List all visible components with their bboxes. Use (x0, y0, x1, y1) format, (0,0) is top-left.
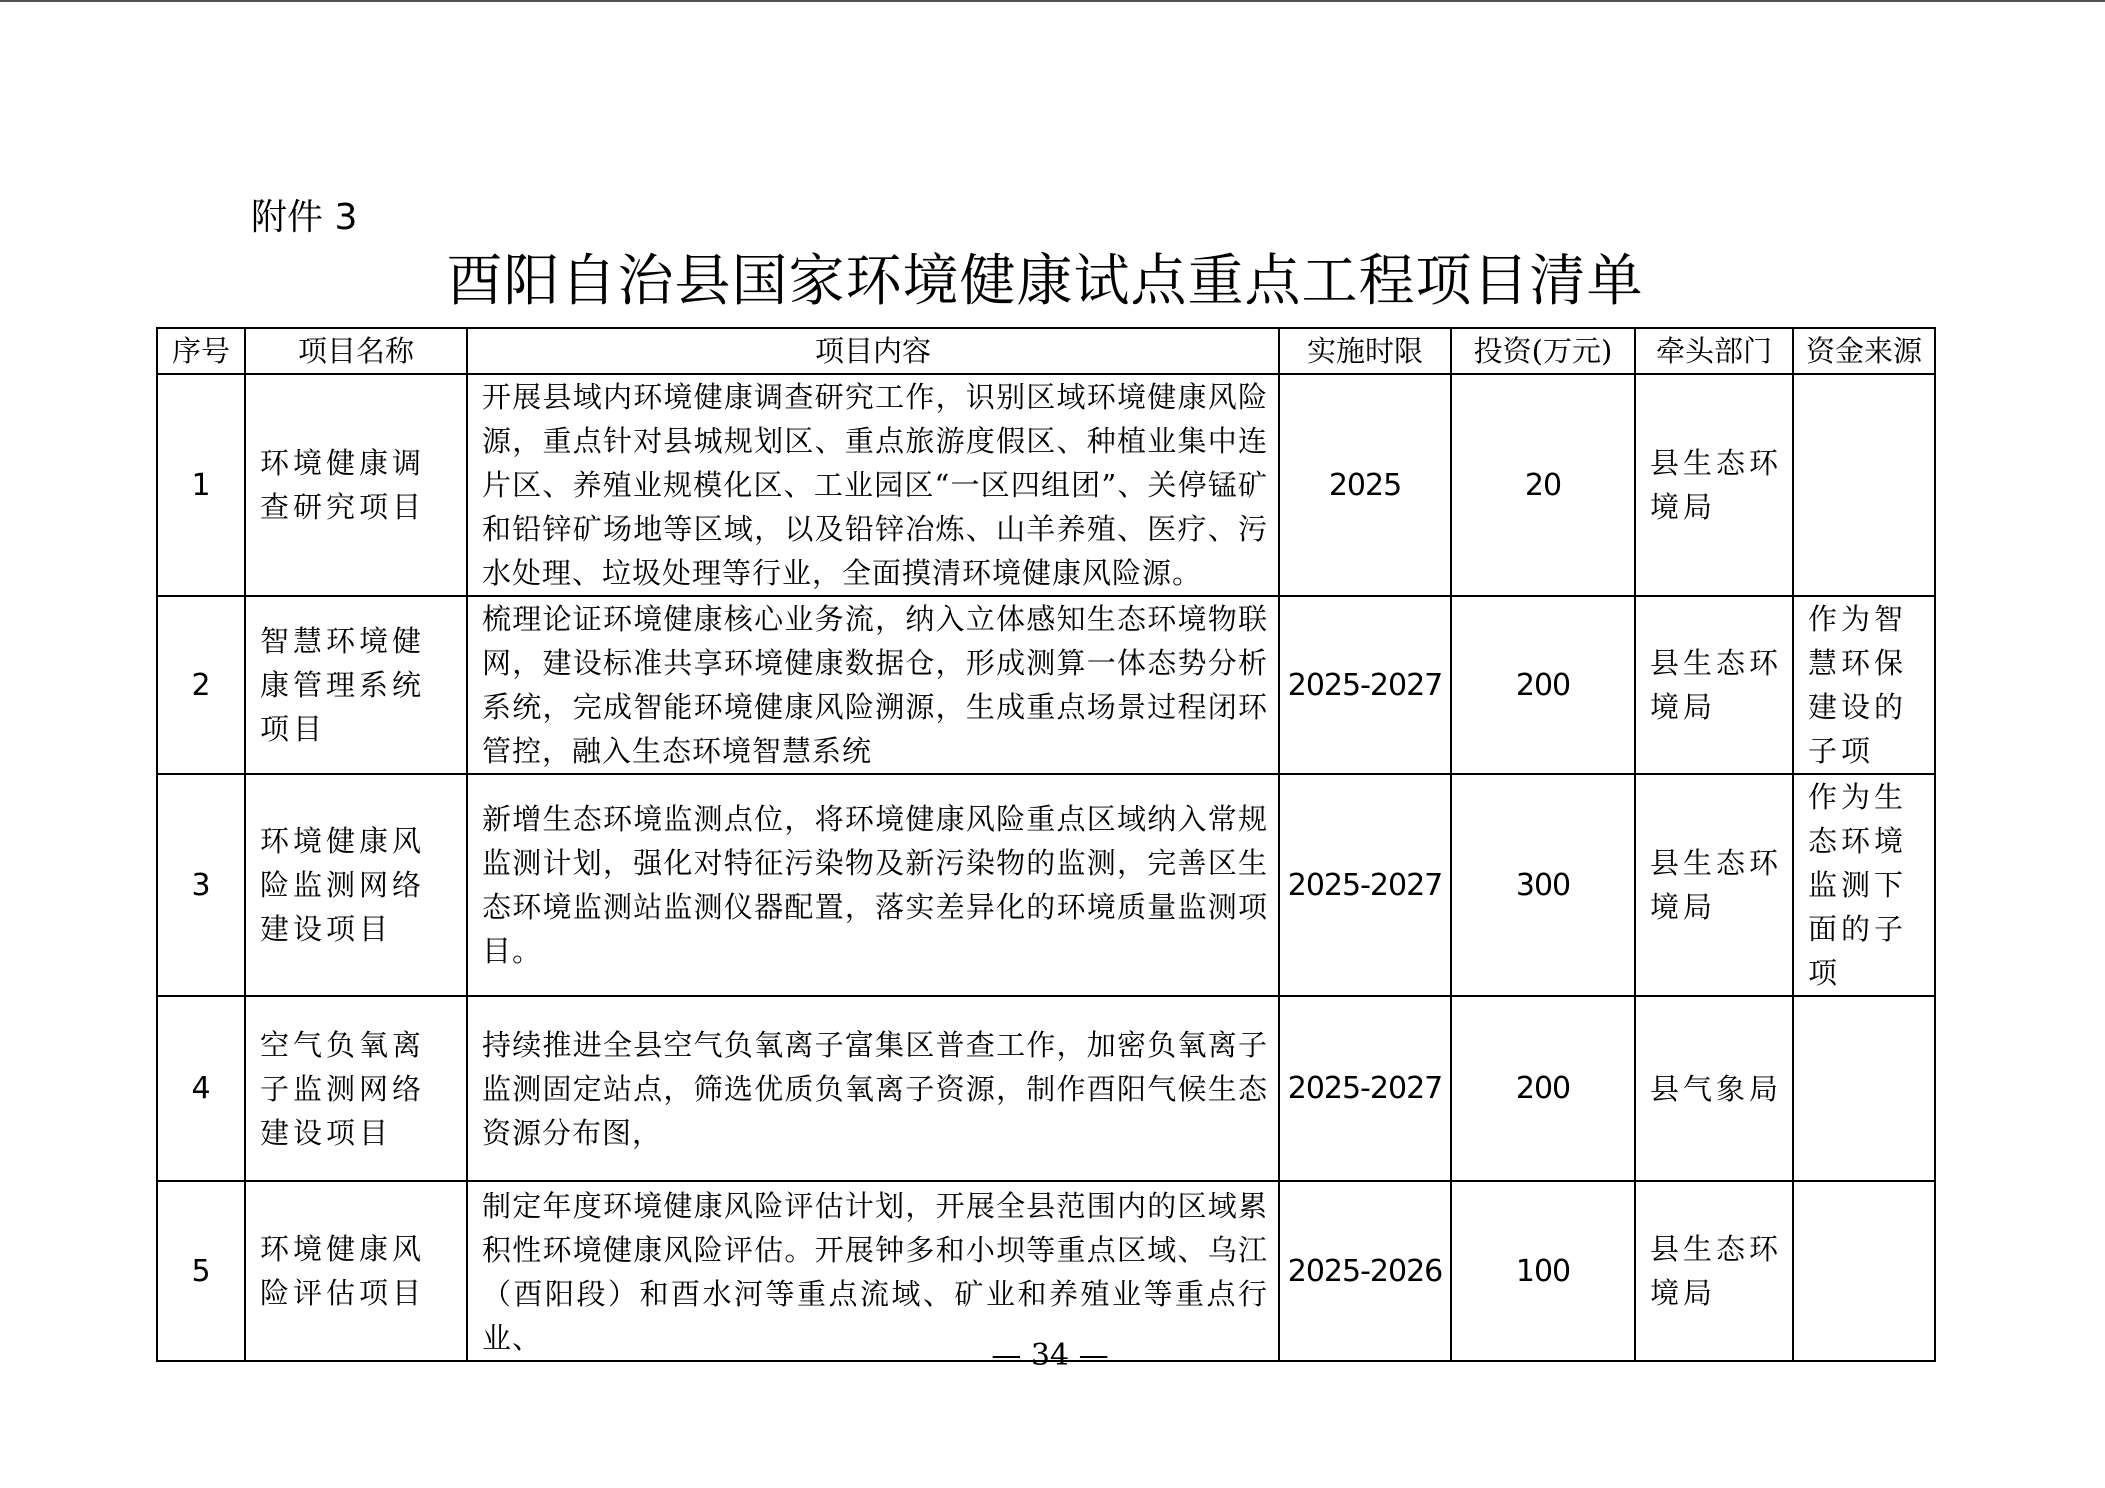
cell-no: 4 (157, 996, 245, 1181)
cell-content: 新增生态环境监测点位，将环境健康风险重点区域纳入常规监测计划，强化对特征污染物及新污染物的监测，完善区生态环境监测站监测仪器配置，落实差异化的环境质量监测项目。 (467, 774, 1279, 996)
cell-funding (1793, 374, 1935, 596)
table-row (157, 774, 1935, 996)
cell-investment: 200 (1451, 996, 1635, 1181)
table-row (157, 374, 1935, 596)
cell-no: 1 (157, 374, 245, 596)
cell-department: 县气象局 (1635, 996, 1793, 1181)
cell-no: 2 (157, 596, 245, 774)
cell-name: 智慧环境健康管理系统项目 (245, 596, 467, 774)
top-rule (0, 0, 2105, 2)
cell-investment: 300 (1451, 774, 1635, 996)
table-row (157, 996, 1935, 1181)
cell-content: 开展县域内环境健康调查研究工作，识别区域环境健康风险源，重点针对县城规划区、重点旅游度假区、种植业集中连片区、养殖业规模化区、工业园区“一区四组团”、关停锰矿和铅锌矿场地等区域，以及铅锌冶炼、山羊养殖、医疗、污水处理、垃圾处理等行业，全面摸清环境健康风险源。 (467, 374, 1279, 596)
cell-period: 2025-2026 (1279, 1181, 1451, 1361)
table-header-row (157, 328, 1935, 374)
cell-content: 制定年度环境健康风险评估计划，开展全县范围内的区域累积性环境健康风险评估。开展钟多和小坝等重点区域、乌江（酉阳段）和酉水河等重点流域、矿业和养殖业等重点行业、 (467, 1181, 1279, 1361)
cell-period: 2025-2027 (1279, 596, 1451, 774)
header-funding: 资金来源 (1793, 328, 1935, 374)
cell-investment: 200 (1451, 596, 1635, 774)
cell-content: 梳理论证环境健康核心业务流，纳入立体感知生态环境物联网，建设标准共享环境健康数据仓，形成测算一体态势分析系统，完成智能环境健康风险溯源，生成重点场景过程闭环管控，融入生态环境智慧系统 (467, 596, 1279, 774)
header-content: 项目内容 (467, 328, 1279, 374)
cell-no: 5 (157, 1181, 245, 1361)
table-row (157, 596, 1935, 774)
cell-content: 持续推进全县空气负氧离子富集区普查工作，加密负氧离子监测固定站点，筛选优质负氧离子资源，制作酉阳气候生态资源分布图， (467, 996, 1279, 1181)
cell-funding: 作为生态环境监测下面的子项 (1793, 774, 1935, 996)
document-title: 酉阳自治县国家环境健康试点重点工程项目清单 (446, 249, 1644, 314)
cell-name: 空气负氧离子监测网络建设项目 (245, 996, 467, 1181)
project-table (156, 327, 1936, 1362)
cell-funding (1793, 996, 1935, 1181)
header-name: 项目名称 (245, 328, 467, 374)
attachment-label: 附件 3 (251, 197, 358, 238)
cell-department: 县生态环境局 (1635, 1181, 1793, 1361)
cell-investment: 100 (1451, 1181, 1635, 1361)
cell-investment: 20 (1451, 374, 1635, 596)
cell-period: 2025 (1279, 374, 1451, 596)
header-investment: 投资(万元) (1451, 328, 1635, 374)
cell-funding (1793, 1181, 1935, 1361)
header-no: 序号 (157, 328, 245, 374)
cell-name: 环境健康调查研究项目 (245, 374, 467, 596)
cell-no: 3 (157, 774, 245, 996)
cell-period: 2025-2027 (1279, 774, 1451, 996)
cell-period: 2025-2027 (1279, 996, 1451, 1181)
header-period: 实施时限 (1279, 328, 1451, 374)
cell-department: 县生态环境局 (1635, 374, 1793, 596)
cell-department: 县生态环境局 (1635, 774, 1793, 996)
cell-name: 环境健康风险评估项目 (245, 1181, 467, 1361)
header-department: 牵头部门 (1635, 328, 1793, 374)
table-row (157, 1181, 1935, 1361)
cell-department: 县生态环境局 (1635, 596, 1793, 774)
page-number: — 34 — (991, 1338, 1109, 1373)
cell-name: 环境健康风险监测网络建设项目 (245, 774, 467, 996)
cell-funding: 作为智慧环保建设的子项 (1793, 596, 1935, 774)
